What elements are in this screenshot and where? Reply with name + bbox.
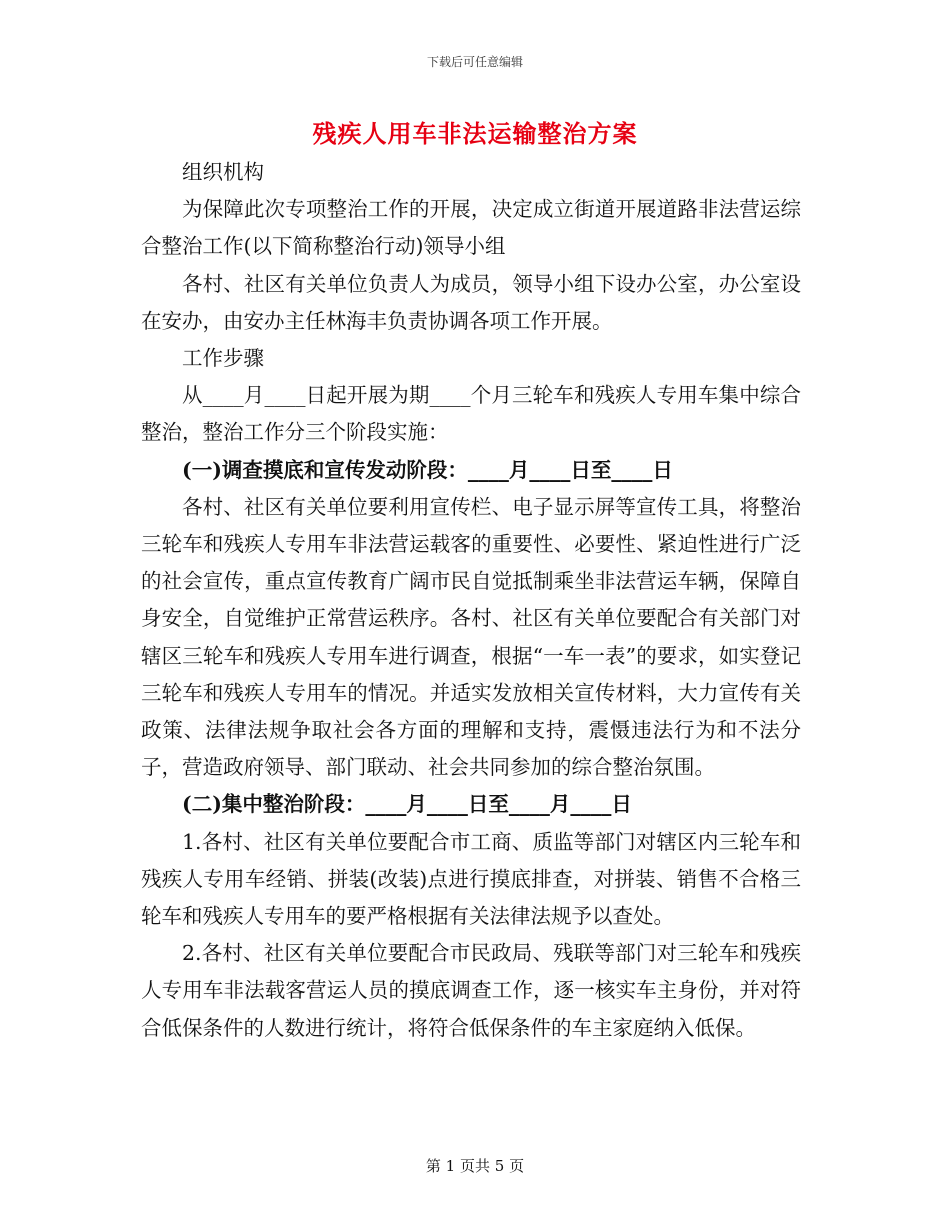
- section-heading-organization: 组织机构: [182, 160, 264, 184]
- paragraph: 各村、社区有关单位负责人为成员，领导小组下设办公室，办公室设在安办，由安办主任林海丰负责协调各项工作开展。: [141, 271, 801, 333]
- section-heading-steps: 工作步骤: [182, 346, 264, 371]
- document-title: 残疾人用车非法运输整治方案: [312, 119, 638, 148]
- numbered-item: 1.各村、社区有关单位要配合市工商、质监等部门对辖区内三轮车和残疾人专用车经销、拼装(改装)点进行摸底排查，对拼装、销售不合格三轮车和残疾人专用车的要严格根据有关法律法规予以查处。: [141, 829, 801, 929]
- stage-heading-1: (一)调查摸底和宣传发动阶段：____月____日至____日: [182, 457, 673, 482]
- paragraph: 从____月____日起开展为期____个月三轮车和残疾人专用车集中综合整治，整治工作分三个阶段实施：: [141, 383, 801, 445]
- numbered-item: 2.各村、社区有关单位要配合市民政局、残联等部门对三轮车和残疾人专用车非法载客营运人员的摸底调查工作，逐一核实车主身份，并对符合低保条件的人数进行统计，将符合低保条件的车主家庭纳入低保。: [141, 941, 801, 1040]
- stage-heading-2: (二)集中整治阶段：____月____日至____月____日: [182, 792, 632, 817]
- document-body: [141, 154, 801, 1047]
- paragraph: 为保障此次专项整治工作的开展，决定成立街道开展道路非法营运综合整治工作(以下简称整治行动)领导小组: [141, 197, 801, 259]
- page-number: 第 1 页共 5 页: [425, 1157, 525, 1175]
- header-note: 下载后可任意编辑: [426, 55, 523, 69]
- paragraph: 各村、社区有关单位要利用宣传栏、电子显示屏等宣传工具，将整治三轮车和残疾人专用车非法营运载客的重要性、必要性、紧迫性进行广泛的社会宣传，重点宣传教育广阔市民自觉抵制乘坐非法营运车辆，保障自身安全，自觉维护正常营运秩序。各村、社区有关单位要配合有关部门对辖区三轮车和残疾人专用车进行调查，根据“一车一表”的要求，如实登记三轮车和残疾人专用车的情况。并适实发放相关宣传材料，大力宣传有关政策、法律法规争取社会各方面的理解和支持，震慑违法行为和不法分子，营造政府领导、部门联动、社会共同参加的综合整治氛围。: [141, 494, 801, 780]
